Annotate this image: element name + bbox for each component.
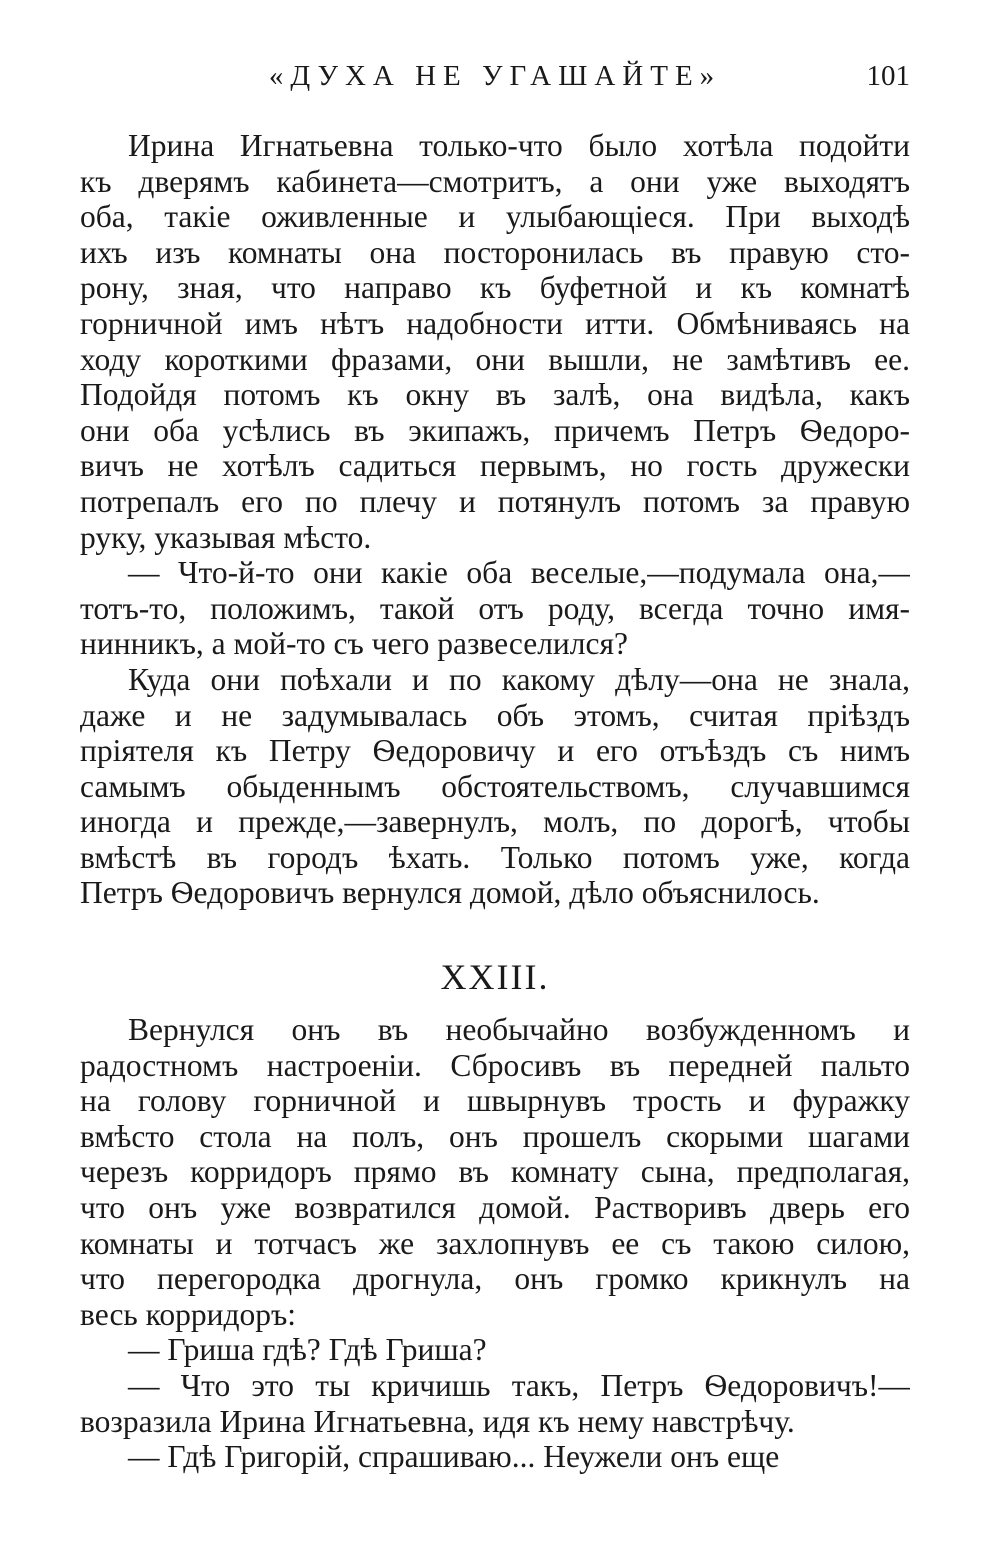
chapter-heading: XXIII. (440, 957, 550, 997)
text-line: возразила Ирина Игнатьевна, идя къ нему навстрѣчу. (80, 1403, 795, 1439)
text-line: — Гдѣ Григорій, спрашиваю... Неужели онъ еще (128, 1439, 780, 1475)
text-line: рону, зная, что направо къ буфетной и къ комнатѣ (80, 270, 910, 306)
text-line: вмѣстѣ въ городъ ѣхать. Только потомъ уже, когда (80, 839, 910, 875)
text-line: ходу короткими фразами, они вышли, не замѣтивъ ее. (80, 341, 910, 377)
text-line: что перегородка дрогнула, онъ громко крикнулъ на (80, 1261, 910, 1297)
running-head (80, 58, 910, 94)
text-line: вмѣсто стола на полъ, онъ прошелъ скорыми шагами (80, 1118, 910, 1154)
text-line: радостномъ настроеніи. Сбросивъ въ передней пальто (80, 1047, 910, 1083)
page-number: 101 (866, 60, 910, 92)
text-line: Петръ Ѳедоровичъ вернулся домой, дѣло объяснилось. (80, 875, 820, 911)
text-line: горничной имъ нѣтъ надобности итти. Обмѣниваясь на (80, 305, 910, 341)
text-line: черезъ корридоръ прямо въ комнату сына, предполагая, (80, 1154, 910, 1190)
text-line: Подойдя потомъ къ окну въ залѣ, она видѣла, какъ (80, 377, 910, 413)
text-line: даже и не задумывалась объ этомъ, считая пріѣздъ (80, 697, 910, 733)
text-line: — Что это ты кричишь такъ, Петръ Ѳедоровичъ!— (128, 1367, 910, 1403)
paragraphs-after-chapter (80, 1012, 910, 1475)
text-line: вичъ не хотѣлъ садиться первымъ, но гость дружески (80, 448, 910, 484)
text-line: весь корридоръ: (80, 1296, 297, 1332)
text-line: комнаты и тотчасъ же захлопнувъ ее съ такою силою, (80, 1225, 910, 1261)
text-line: самымъ обыденнымъ обстоятельствомъ, случавшимся (80, 768, 910, 804)
text-line: пріятеля къ Петру Ѳедоровичу и его отъѣздъ съ нимъ (80, 733, 910, 769)
text-line: что онъ уже возвратился домой. Растворивъ дверь его (80, 1189, 910, 1225)
text-line: къ дверямъ кабинета—смотритъ, а они уже выходятъ (80, 163, 910, 199)
text-line: они оба усѣлись въ экипажъ, причемъ Петръ Ѳедоро- (80, 412, 910, 448)
text-line: иногда и прежде,—завернулъ, молъ, по дорогѣ, чтобы (80, 804, 910, 840)
text-line: оба, такіе оживленные и улыбающіеся. При выходѣ (80, 199, 910, 235)
text-line: Куда они поѣхали и по какому дѣлу—она не знала, (128, 661, 910, 697)
running-title: «ДУХА НЕ УГАШАЙТЕ» (268, 60, 722, 92)
text-line: нинникъ, а мой-то съ чего развеселился? (80, 626, 628, 662)
text-line: на голову горничной и швырнувъ трость и фуражку (80, 1083, 910, 1119)
text-line: — Что-й-то они какіе оба веселые,—подумала она,— (128, 555, 910, 591)
text-line: тотъ-то, положимъ, такой отъ роду, всегда точно имя- (80, 590, 910, 626)
text-line: Ирина Игнатьевна только-что было хотѣла подойти (128, 128, 910, 163)
text-line: потрепалъ его по плечу и потянулъ потомъ за правую (80, 483, 910, 519)
text-line: руку, указывая мѣсто. (80, 519, 372, 555)
text-line: Вернулся онъ въ необычайно возбужденномъ и (128, 1012, 910, 1047)
text-line: — Гриша гдѣ? Гдѣ Гриша? (128, 1332, 487, 1368)
paragraphs-before-chapter (80, 128, 910, 911)
text-line: ихъ изъ комнаты она посторонилась въ правую сто- (80, 234, 910, 270)
